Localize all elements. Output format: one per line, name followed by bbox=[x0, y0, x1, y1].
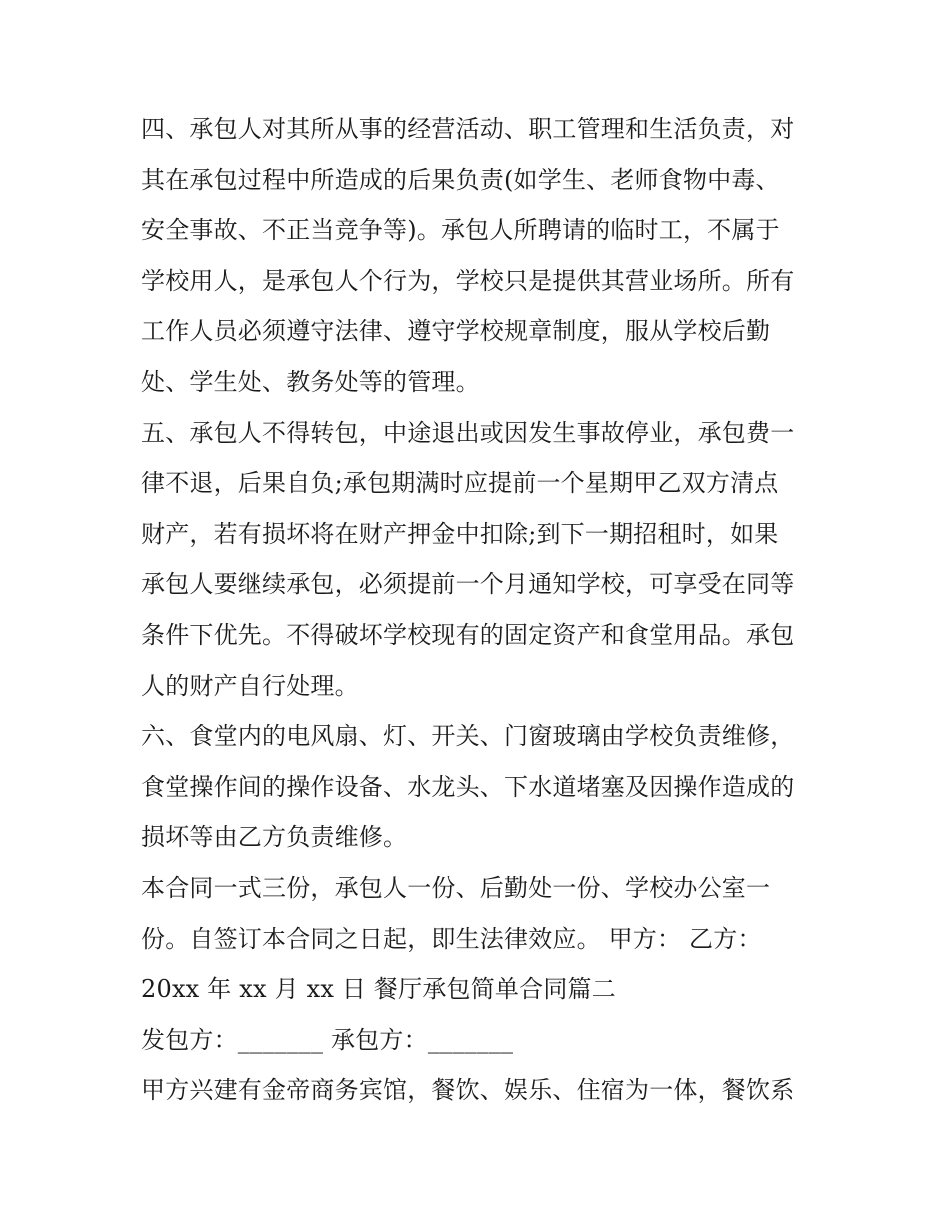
text-line: 甲方兴建有金帝商务宾馆，餐饮、娱乐、住宿为一体，餐饮系 bbox=[141, 1076, 795, 1105]
text-line: 人的财产自行处理。 bbox=[141, 671, 359, 700]
text-line: 工作人员必须遵守法律、遵守学校规章制度，服从学校后勤 bbox=[141, 317, 771, 346]
document-body bbox=[141, 104, 821, 1116]
text-line: 六、食堂内的电风扇、灯、开关、门窗玻璃由学校负责维修， bbox=[141, 722, 795, 751]
text-line: 五、承包人不得转包，中途退出或因发生事故停业，承包费一 bbox=[141, 418, 795, 447]
text-line: 本合同一式三份，承包人一份、后勤处一份、学校办公室一 bbox=[141, 873, 771, 902]
text-line: 份。自签订本合同之日起，即生法律效应。 甲方： 乙方： bbox=[141, 924, 762, 953]
text-line: 处、学生处、教务处等的管理。 bbox=[141, 367, 480, 396]
text-line: 20xx 年 xx 月 xx 日 餐厅承包简单合同篇二 bbox=[141, 975, 616, 1004]
text-line: 律不退，后果自负;承包期满时应提前一个星期甲乙双方清点 bbox=[141, 469, 779, 498]
text-line: 发包方：_______ 承包方：_______ bbox=[141, 1025, 514, 1054]
text-line: 条件下优先。不得破坏学校现有的固定资产和食堂用品。承包 bbox=[141, 620, 795, 649]
text-line: 四、承包人对其所从事的经营活动、职工管理和生活负责，对 bbox=[141, 115, 795, 143]
text-line: 安全事故、不正当竞争等)。承包人所聘请的临时工，不属于 bbox=[141, 216, 780, 245]
text-line: 损坏等由乙方负责维修。 bbox=[141, 823, 408, 852]
text-line: 学校用人，是承包人个行为，学校只是提供其营业场所。所有 bbox=[141, 266, 795, 295]
text-line: 承包人要继续承包，必须提前一个月通知学校，可享受在同等 bbox=[141, 570, 795, 599]
text-line: 其在承包过程中所造成的后果负责(如学生、老师食物中毒、 bbox=[141, 165, 780, 194]
text-line: 财产，若有损坏将在财产押金中扣除;到下一期招租时，如果 bbox=[141, 519, 779, 548]
text-line: 食堂操作间的操作设备、水龙头、下水道堵塞及因操作造成的 bbox=[141, 772, 795, 801]
